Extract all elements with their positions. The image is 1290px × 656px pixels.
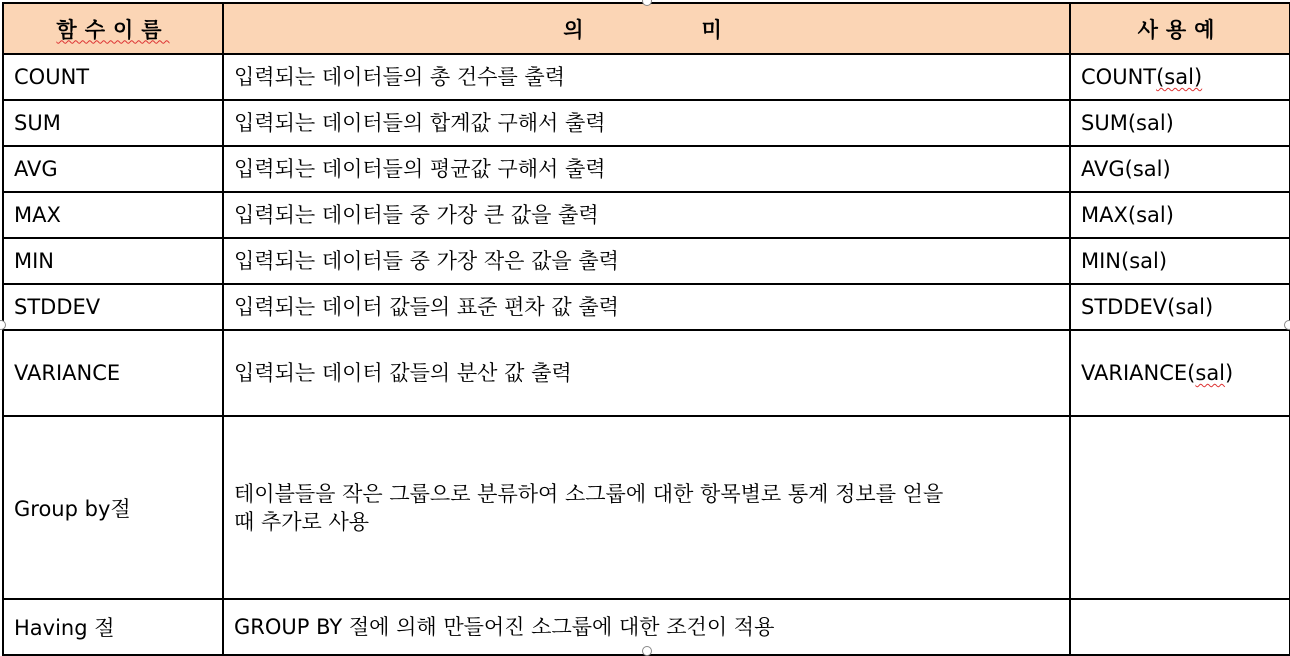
row-example-arg: (sal) xyxy=(1127,203,1174,227)
row-example-close: ) xyxy=(1225,361,1234,385)
row-example[interactable] xyxy=(1070,284,1290,330)
row-example[interactable] xyxy=(1070,330,1290,416)
row-name[interactable]: COUNT xyxy=(3,54,223,100)
row-example-arg: (sal) xyxy=(1167,295,1214,319)
header-meaning-part1: 의 xyxy=(563,17,592,42)
row-example[interactable] xyxy=(1070,100,1290,146)
table-row xyxy=(3,54,1290,100)
row-meaning[interactable]: 입력되는 데이터들 중 가장 큰 값을 출력 xyxy=(223,192,1070,238)
row-meaning[interactable]: 입력되는 데이터 값들의 분산 값 출력 xyxy=(223,330,1070,416)
row-example-arg: (sal) xyxy=(1156,65,1203,89)
row-example-fn: STDDEV xyxy=(1081,295,1168,319)
header-meaning-part2: 미 xyxy=(701,17,730,42)
row-example-fn: COUNT xyxy=(1081,65,1157,89)
row-name[interactable]: VARIANCE xyxy=(3,330,223,416)
row-example-fn: MAX xyxy=(1081,203,1128,227)
row-example[interactable] xyxy=(1070,238,1290,284)
row-name[interactable]: STDDEV xyxy=(3,284,223,330)
row-name[interactable]: Having 절 xyxy=(3,599,223,655)
row-example-arg: sal xyxy=(1195,361,1226,385)
row-example[interactable] xyxy=(1070,416,1290,599)
function-table xyxy=(2,2,1290,656)
resize-handle-right[interactable] xyxy=(1284,320,1290,330)
header-row xyxy=(3,3,1290,54)
row-example[interactable] xyxy=(1070,146,1290,192)
table-row xyxy=(3,284,1290,330)
row-name[interactable]: MIN xyxy=(3,238,223,284)
row-meaning-line: 때 추가로 사용 xyxy=(234,509,370,534)
row-meaning[interactable]: 입력되는 데이터들의 합계값 구해서 출력 xyxy=(223,100,1070,146)
row-example-fn: SUM xyxy=(1081,111,1128,135)
row-meaning[interactable]: GROUP BY 절에 의해 만들어진 소그룹에 대한 조건이 적용 xyxy=(223,599,1070,655)
header-meaning[interactable] xyxy=(223,3,1070,54)
row-example[interactable] xyxy=(1070,192,1290,238)
table-row xyxy=(3,192,1290,238)
header-name-label: 함수이름 xyxy=(56,17,170,42)
row-example-fn: AVG xyxy=(1081,157,1125,181)
row-meaning[interactable]: 입력되는 데이터들의 평균값 구해서 출력 xyxy=(223,146,1070,192)
row-example-fn: VARIANCE( xyxy=(1081,361,1196,385)
resize-handle-bottom[interactable] xyxy=(642,646,652,656)
row-meaning[interactable]: 입력되는 데이터들 중 가장 작은 값을 출력 xyxy=(223,238,1070,284)
header-example[interactable]: 사용예 xyxy=(1070,3,1290,54)
row-example[interactable] xyxy=(1070,54,1290,100)
row-name[interactable]: Group by절 xyxy=(3,416,223,599)
row-meaning[interactable] xyxy=(223,416,1070,599)
row-example-fn: MIN xyxy=(1081,249,1122,273)
table-row xyxy=(3,330,1290,416)
row-example-arg: (sal) xyxy=(1121,249,1168,273)
table-row xyxy=(3,416,1290,599)
row-example-arg: (sal) xyxy=(1124,157,1171,181)
table-row xyxy=(3,146,1290,192)
row-example-arg: (sal) xyxy=(1127,111,1174,135)
table-row xyxy=(3,238,1290,284)
row-name[interactable]: MAX xyxy=(3,192,223,238)
table-row xyxy=(3,100,1290,146)
row-meaning-line: 테이블들을 작은 그룹으로 분류하여 소그룹에 대한 항목별로 통계 정보를 얻을 xyxy=(234,481,944,506)
row-meaning[interactable]: 입력되는 데이터 값들의 표준 편차 값 출력 xyxy=(223,284,1070,330)
row-example[interactable] xyxy=(1070,599,1290,655)
row-meaning[interactable]: 입력되는 데이터들의 총 건수를 출력 xyxy=(223,54,1070,100)
row-name[interactable]: AVG xyxy=(3,146,223,192)
header-name[interactable] xyxy=(3,3,223,54)
row-name[interactable]: SUM xyxy=(3,100,223,146)
